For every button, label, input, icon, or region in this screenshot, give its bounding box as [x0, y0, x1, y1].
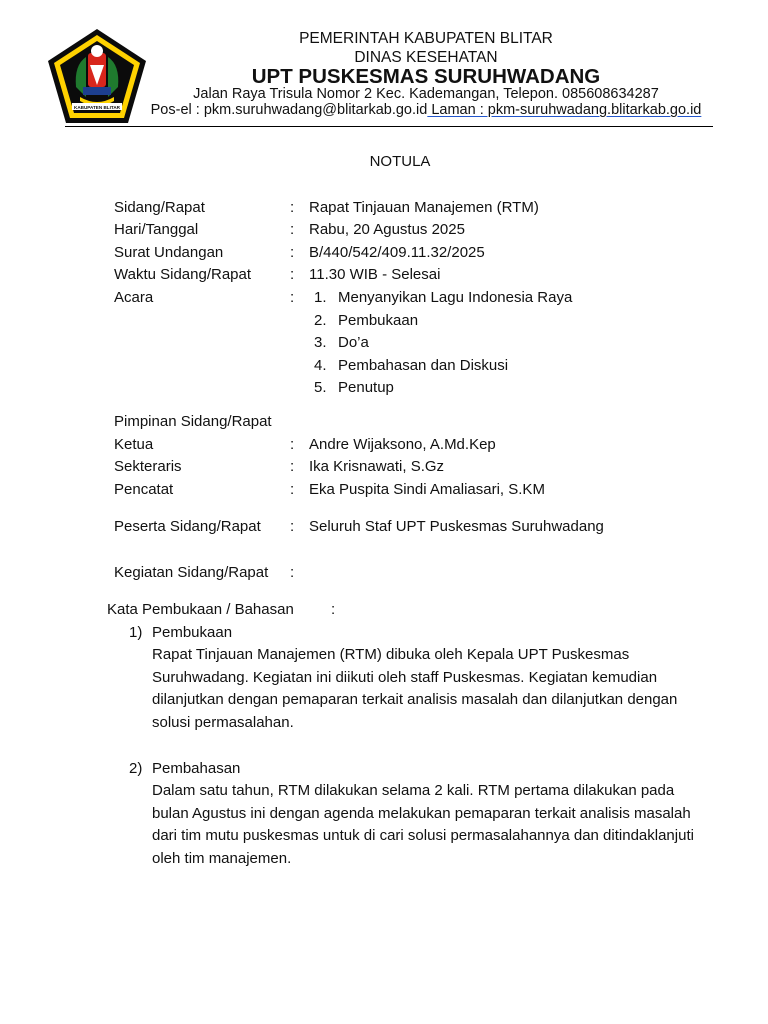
- colon: :: [290, 266, 295, 283]
- paragraph-line: Suruhwadang. Kegiatan ini diikuti oleh staff Puskesmas. Kegiatan kemudian: [152, 668, 658, 686]
- paragraph-line: Dalam satu tahun, RTM dilakukan selama 2 kali. RTM pertama dilakukan pada: [152, 782, 675, 799]
- section-paragraph: [152, 644, 696, 735]
- agenda-item: Do’a: [338, 334, 369, 351]
- kegiatan-label: Kegiatan Sidang/Rapat: [114, 564, 269, 581]
- agenda-item: Pembukaan: [338, 312, 419, 329]
- agenda-item: Menyanyikan Lagu Indonesia Raya: [338, 289, 573, 306]
- agenda-number: 2.: [314, 312, 327, 329]
- colon: :: [290, 221, 295, 238]
- colon: :: [290, 244, 295, 261]
- email-text: Pos-el : pkm.suruhwadang@blitarkab.go.id: [150, 102, 428, 118]
- contact-line: [130, 102, 722, 118]
- surat-label: Surat Undangan: [114, 244, 224, 261]
- paragraph-line: bulan Agustus ini dengan agenda melakukan pemaparan terkait analisis masalah: [152, 804, 691, 822]
- colon: :: [290, 436, 295, 453]
- surat-value: B/440/542/409.11.32/2025: [309, 244, 485, 261]
- institution-name: UPT PUSKESMAS SURUHWADANG: [251, 65, 601, 88]
- paragraph-line: dilanjutkan dengan pemaparan terkait analisis masalah dan dilanjutkan dengan: [152, 691, 678, 709]
- hari-value: Rabu, 20 Agustus 2025: [309, 221, 465, 238]
- section-number: 1): [129, 624, 143, 641]
- agenda-number: 3.: [314, 334, 327, 351]
- waktu-label: Waktu Sidang/Rapat: [114, 266, 252, 283]
- pencatat-value: Eka Puspita Sindi Amaliasari, S.KM: [309, 481, 545, 498]
- peserta-label: Peserta Sidang/Rapat: [114, 518, 261, 535]
- ketua-value: Andre Wijaksono, A.Md.Kep: [309, 436, 496, 453]
- colon: :: [290, 289, 295, 306]
- sidang-label: Sidang/Rapat: [114, 199, 205, 216]
- waktu-value: 11.30 WIB - Selesai: [309, 266, 441, 283]
- acara-label: Acara: [114, 289, 154, 306]
- colon: :: [290, 564, 295, 581]
- colon: :: [290, 458, 295, 475]
- hari-label: Hari/Tanggal: [114, 221, 199, 238]
- agenda-item: Pembahasan dan Diskusi: [338, 357, 509, 374]
- section-paragraph: [152, 780, 696, 871]
- agenda-number: 4.: [314, 357, 327, 374]
- section-number: 2): [129, 760, 143, 777]
- agenda-number: 1.: [314, 289, 327, 306]
- government-name: PEMERINTAH KABUPATEN BLITAR: [299, 30, 553, 47]
- sidang-value: Rapat Tinjauan Manajemen (RTM): [309, 199, 539, 216]
- paragraph-line: solusi permasalahan.: [152, 714, 294, 732]
- peserta-value: Seluruh Staf UPT Puskesmas Suruhwadang: [309, 518, 604, 535]
- logo-label: KABUPATEN BLITAR: [74, 104, 120, 110]
- agenda-number: 5.: [314, 379, 327, 396]
- address-line: Jalan Raya Trisula Nomor 2 Kec. Kademangan, Telepon. 085608634287: [193, 86, 659, 102]
- sekretaris-value: Ika Krisnawati, S.Gz: [309, 458, 445, 475]
- department-name: DINAS KESEHATAN: [354, 49, 498, 66]
- ketua-label: Ketua: [114, 436, 154, 453]
- agenda-item: Penutup: [338, 379, 394, 396]
- colon: :: [331, 601, 336, 618]
- kata-pembukaan-label: Kata Pembukaan / Bahasan: [107, 601, 294, 618]
- paragraph-line: dari tim mutu puskesmas untuk di cari solusi permasalahannya dan ditindaklanjuti: [152, 827, 694, 845]
- section-heading: Pembukaan: [152, 624, 233, 641]
- paragraph-line: oleh tim manajemen.: [152, 850, 292, 868]
- website-text: Laman : pkm-suruhwadang.blitarkab.go.id: [427, 102, 702, 118]
- pimpinan-heading: Pimpinan Sidang/Rapat: [114, 413, 272, 430]
- document-title: NOTULA: [369, 153, 431, 170]
- paragraph-line: Rapat Tinjauan Manajemen (RTM) dibuka oleh Kepala UPT Puskesmas: [152, 646, 630, 663]
- header-divider: [65, 126, 713, 127]
- pencatat-label: Pencatat: [114, 481, 174, 498]
- section-heading: Pembahasan: [152, 760, 241, 777]
- colon: :: [290, 518, 295, 535]
- colon: :: [290, 481, 295, 498]
- colon: :: [290, 199, 295, 216]
- sekretaris-label: Sekteraris: [114, 458, 182, 475]
